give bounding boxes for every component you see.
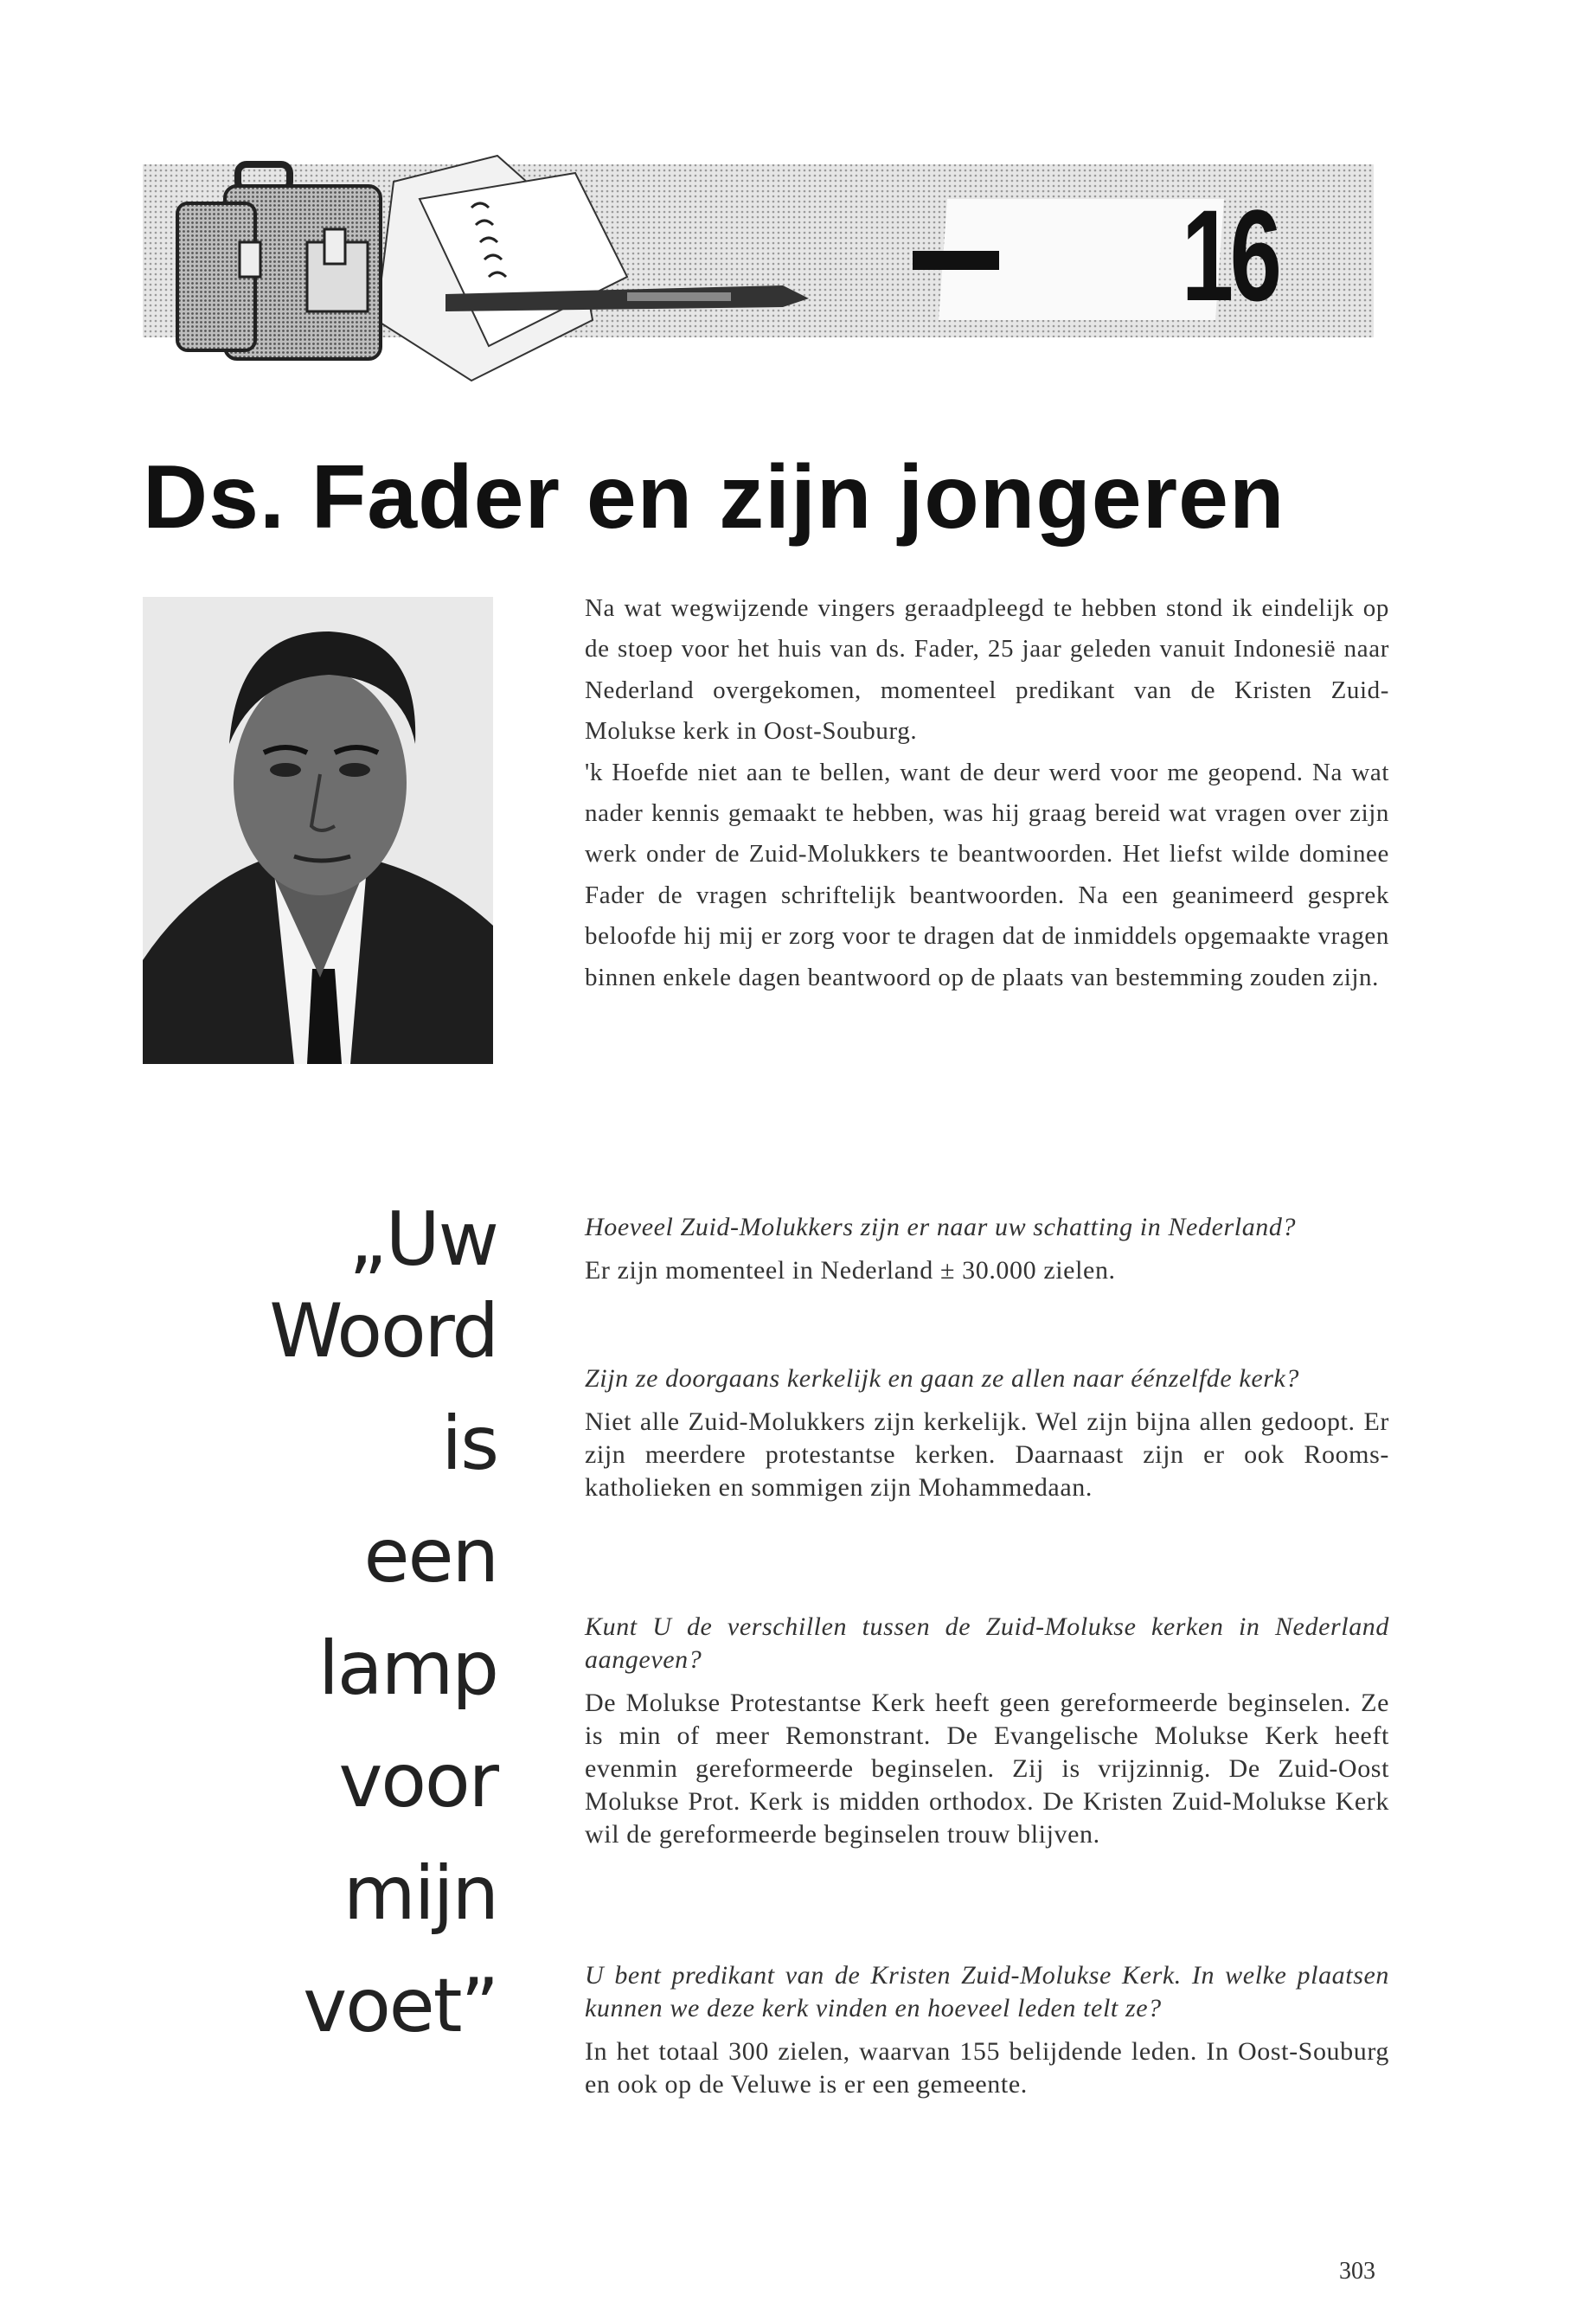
qa-block <box>585 1611 1389 1851</box>
page-number: 303 <box>1339 2258 1375 2285</box>
portrait-photo <box>143 597 493 1064</box>
interview-question: Kunt U de verschillen tussen de Zuid-Molukse kerken in Nederland aangeven? <box>585 1612 1389 1674</box>
quote-line: is <box>441 1400 497 1487</box>
qa-block <box>585 1211 1389 1287</box>
article-title: Ds. Fader en zijn jongeren <box>143 447 1285 548</box>
interview-answer: Niet alle Zuid-Molukkers zijn kerkelijk. Wel zijn bijna allen gedoopt. Er zijn meerdere protestantse kerken. Daarnaast zijn er ook Rooms-katholieken en sommigen zijn Mohammedaan. <box>585 1407 1389 1502</box>
quote-line: een <box>363 1513 497 1599</box>
quote-line: „Uw <box>349 1196 497 1283</box>
interview-question: Zijn ze doorgaans kerkelijk en gaan ze allen naar éénzelfde kerk? <box>585 1364 1300 1393</box>
qa-block <box>585 1959 1389 2101</box>
quote-line: voet” <box>303 1963 497 2049</box>
quote-line: voor <box>338 1738 497 1824</box>
chapter-number: 16 <box>1182 183 1279 328</box>
quote-line: mijn <box>343 1850 497 1937</box>
quote-line: lamp <box>318 1625 497 1712</box>
quote-line: Woord <box>269 1288 497 1375</box>
intro-paragraph: 'k Hoefde niet aan te bellen, want de deur werd voor me geopend. Na wat nader kennis gemaakt te hebben, was hij graag bereid wat vragen over zijn werk onder de Zuid-Molukkers te beantwoorden. Het liefst wilde dominee Fader de vragen schriftelijk beantwoorden. Na een geanimeerd gesprek beloofde hij mij er zorg voor te dragen dat de inmiddels opgemaakte vragen binnen enkele dagen beantwoord op de plaats van bestemming zouden zijn. <box>585 758 1389 991</box>
pull-quote <box>0 1196 497 2049</box>
interview-answer: Er zijn momenteel in Nederland ± 30.000 zielen. <box>585 1256 1116 1285</box>
interview-answer: De Molukse Protestantse Kerk heeft geen gereformeerde beginselen. Ze is min of meer Remonstrant. De Evangelische Molukse Kerk heeft evenmin gereformeerde beginselen. Zij is vrijzinnig. De Zuid-Oost Molukse Prot. Kerk is midden orthodox. De Kristen Zuid-Molukse Kerk wil de gereformeerde beginselen trouw blijven. <box>585 1689 1389 1849</box>
interview-answer: In het totaal 300 zielen, waarvan 155 belijdende leden. In Oost-Souburg en ook op de Veluwe is er een gemeente. <box>585 2037 1389 2099</box>
intro-text <box>585 588 1389 998</box>
qa-block <box>585 1362 1389 1504</box>
interview-question: U bent predikant van de Kristen Zuid-Molukse Kerk. In welke plaatsen kunnen we deze kerk vinden en hoeveel leden telt ze? <box>585 1961 1389 2022</box>
interview-question: Hoeveel Zuid-Molukkers zijn er naar uw schatting in Nederland? <box>585 1213 1297 1241</box>
intro-paragraph: Na wat wegwijzende vingers geraadpleegd te hebben stond ik eindelijk op de stoep voor het huis van ds. Fader, 25 jaar geleden vanuit Indonesië naar Nederland overgekomen, momenteel predikant van de Kristen Zuid-Molukse kerk in Oost-Souburg. <box>585 594 1389 746</box>
